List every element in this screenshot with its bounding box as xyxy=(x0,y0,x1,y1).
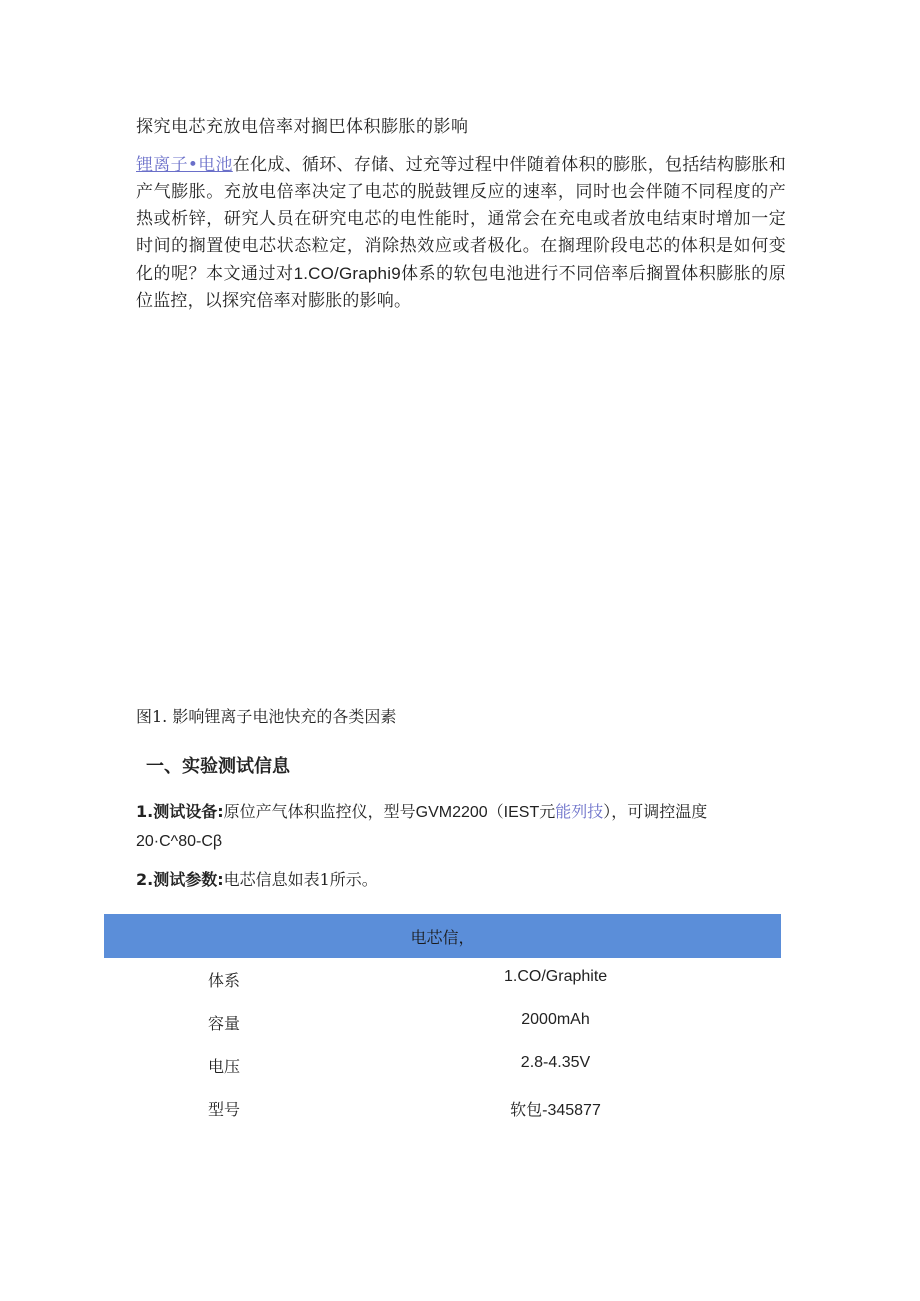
table-cell-key: 容量 xyxy=(208,1014,241,1033)
test-equipment-link[interactable]: 能列技 xyxy=(555,802,604,821)
intro-paragraph xyxy=(136,152,786,315)
cell-info-table-title: 电芯信， xyxy=(410,927,475,947)
test-parameters-text: 电芯信息如表1所示。 xyxy=(223,870,378,889)
figure-caption: 图1. 影响锂离子电池快充的各类因素 xyxy=(136,707,397,726)
test-equipment-text2: ），可调控温度 xyxy=(603,802,708,821)
table-cell-value: 软包-345877 xyxy=(510,1102,601,1119)
table-cell-key: 电压 xyxy=(208,1057,241,1076)
test-equipment-model: GVM2200（IEST元 xyxy=(415,804,556,821)
intro-text-part1: 在化成、循环、存储、过充等过程中伴随着体积的膨胀，包括结构膨胀和产气膨胀。充放电倍率决定了电芯的脱鼓锂反应的速率，同时也会伴随不同程度的产热或析锌，研究人员在研究电芯的电性能时，通常会在充电或者放电结束时增加一定时间的搁置使电芯状态粒定，消除热效应或者极化。在搁理阶段电芯的体积是如何变化的呢？本文通过对 xyxy=(136,155,786,284)
table-row xyxy=(104,1087,781,1130)
table-row xyxy=(104,1001,781,1044)
section-heading: 一、实验测试信息 xyxy=(146,756,290,777)
document-title: 探究电芯充放电倍率对搁巴体积膨胀的影响 xyxy=(136,117,469,137)
table-row xyxy=(104,1044,781,1087)
intro-text-part2: 体系的软包电池进行不同倍率后搁置体积膨胀的原位监控，以探究倍率对膨胀的影响。 xyxy=(136,264,786,311)
table-cell-value: 2000mAh xyxy=(521,1011,590,1028)
table-cell-value: 2.8-4.35V xyxy=(520,1054,591,1071)
cell-info-table-header xyxy=(104,914,781,958)
test-equipment-text: 原位产气体积监控仪，型号 xyxy=(223,802,416,821)
test-equipment-label: 1.测试设备: xyxy=(136,802,224,821)
lithium-battery-link[interactable]: 锂离子•电池 xyxy=(136,155,233,175)
table-cell-key: 体系 xyxy=(208,971,241,990)
test-parameters-label: 2.测试参数: xyxy=(136,870,224,889)
temperature-range: 20·C^80-Cβ xyxy=(136,833,223,850)
test-parameters-item xyxy=(136,866,378,894)
table-row xyxy=(104,958,781,1001)
intro-system-code: 1.CO/Graphi9 xyxy=(293,264,401,283)
table-cell-value: 1.CO/Graphite xyxy=(504,968,608,985)
table-cell-key: 型号 xyxy=(208,1100,241,1119)
test-equipment-item xyxy=(136,798,786,856)
